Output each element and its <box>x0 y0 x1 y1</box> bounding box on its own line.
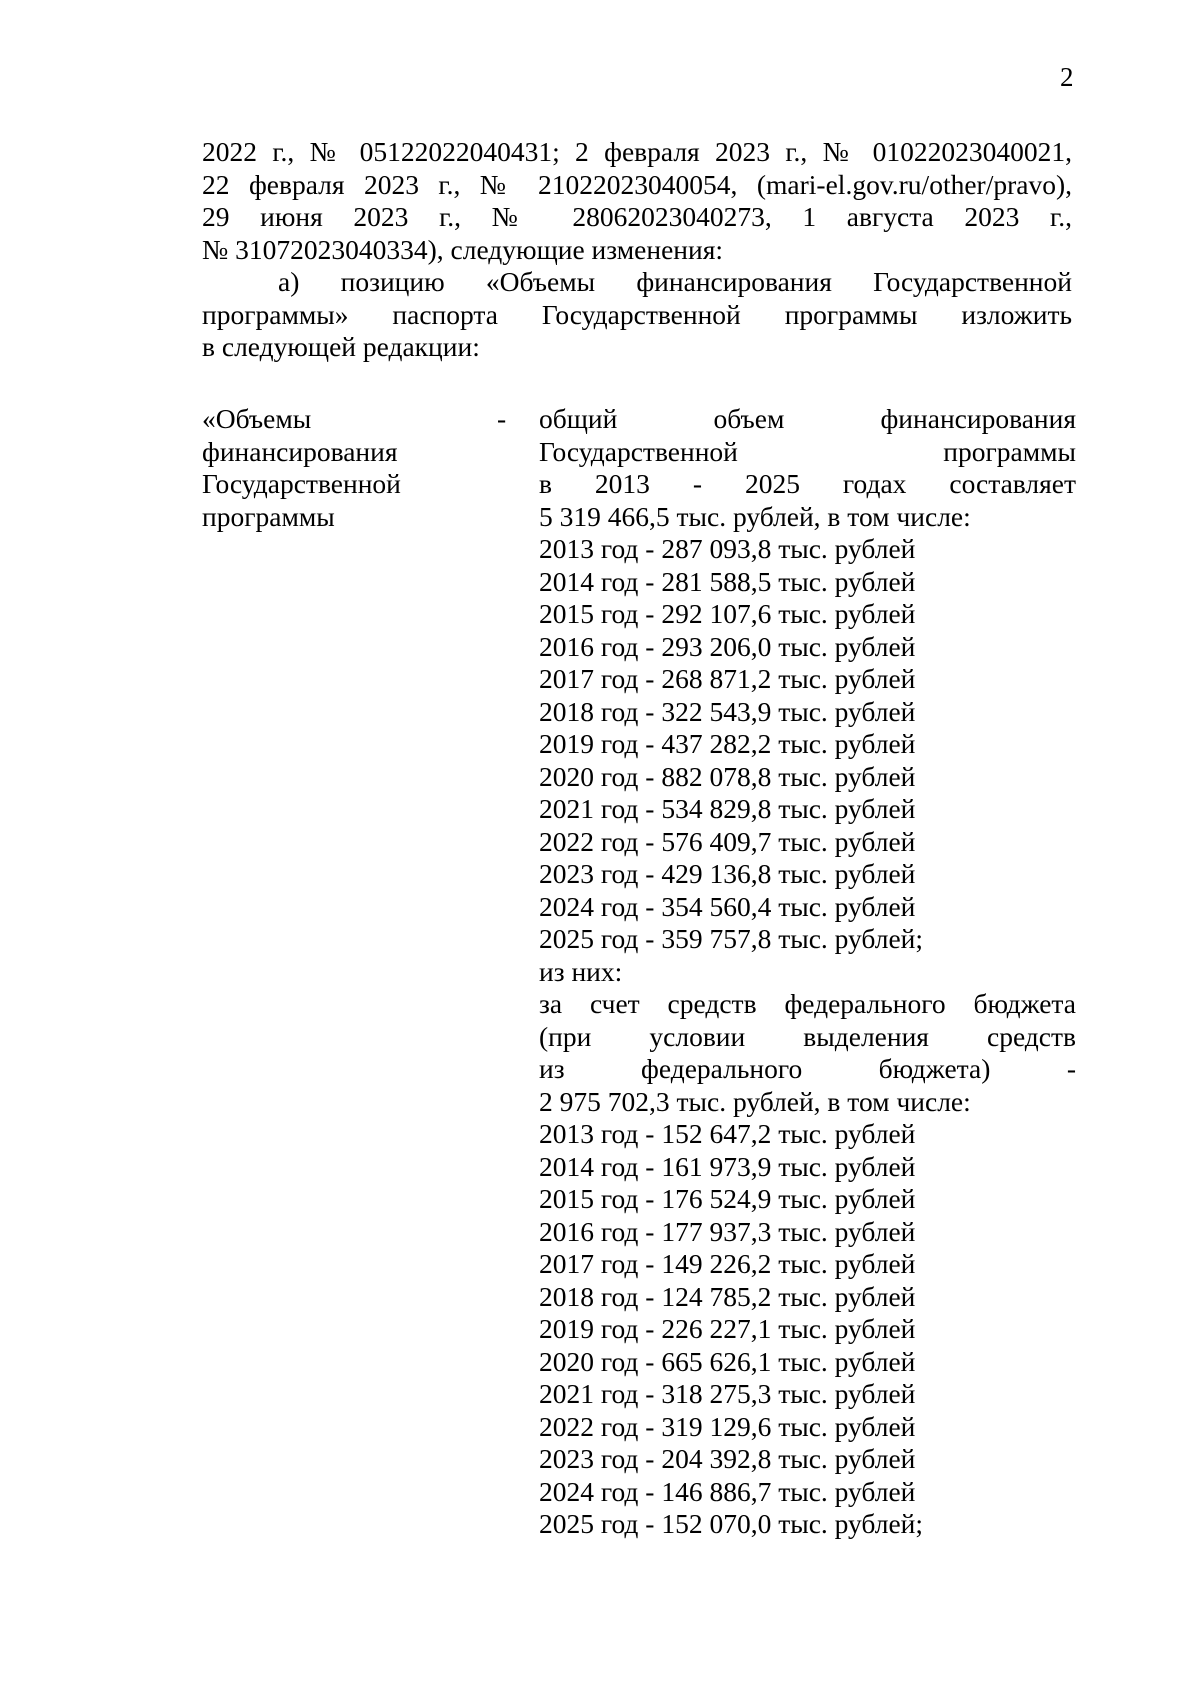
total-year-line: 2018 год - 322 543,9 тыс. рублей <box>539 695 916 727</box>
federal-year-line: 2022 год - 319 129,6 тыс. рублей <box>539 1410 916 1442</box>
federal-year-line: 2023 год - 204 392,8 тыс. рублей <box>539 1443 916 1474</box>
total-intro-line: общий объем финансирования <box>539 403 1076 434</box>
federal-year-line: 2020 год - 665 626,1 тыс. рублей <box>539 1345 916 1377</box>
position-title-line: Государственной <box>202 468 401 499</box>
position-content <box>539 403 1076 1541</box>
position-title-line: «Объемы <box>202 403 312 434</box>
position-title-line: программы <box>202 500 335 532</box>
federal-year-line: 2014 год - 161 973,9 тыс. рублей <box>539 1150 916 1182</box>
position-dash: - <box>497 403 507 434</box>
of-them-label: из них: <box>539 955 623 987</box>
item-a-line: а) позицию «Объемы финансирования Государственной <box>278 266 1072 297</box>
total-year-line: 2017 год - 268 871,2 тыс. рублей <box>539 663 916 694</box>
federal-year-line: 2025 год - 152 070,0 тыс. рублей; <box>539 1508 924 1539</box>
total-intro-line: в 2013 - 2025 годах составляет <box>539 468 1076 499</box>
intro-line: 2022 г., № 05122022040431; 2 февраля 2023 г., № 01022023040021, <box>202 136 1072 167</box>
federal-year-line: 2019 год - 226 227,1 тыс. рублей <box>539 1313 916 1344</box>
total-year-line: 2015 год - 292 107,6 тыс. рублей <box>539 598 916 629</box>
total-year-line: 2025 год - 359 757,8 тыс. рублей; <box>539 923 924 954</box>
federal-intro-line: за счет средств федерального бюджета <box>539 988 1076 1019</box>
federal-year-line: 2013 год - 152 647,2 тыс. рублей <box>539 1118 916 1149</box>
federal-year-line: 2021 год - 318 275,3 тыс. рублей <box>539 1378 916 1409</box>
page-number: 2 <box>1060 62 1074 92</box>
total-year-line: 2023 год - 429 136,8 тыс. рублей <box>539 858 916 889</box>
intro-line: 29 июня 2023 г., № 28062023040273, 1 августа 2023 г., <box>202 201 1072 232</box>
total-year-line: 2021 год - 534 829,8 тыс. рублей <box>539 793 916 824</box>
total-intro-line: 5 319 466,5 тыс. рублей, в том числе: <box>539 500 971 532</box>
total-year-line: 2013 год - 287 093,8 тыс. рублей <box>539 533 916 564</box>
position-title <box>202 403 512 533</box>
total-year-line: 2024 год - 354 560,4 тыс. рублей <box>539 890 916 922</box>
intro-line: 22 февраля 2023 г., № 21022023040054, (mari-el.gov.ru/other/pravo), <box>202 168 1072 200</box>
federal-year-line: 2017 год - 149 226,2 тыс. рублей <box>539 1248 916 1279</box>
item-a-line: в следующей редакции: <box>202 331 480 362</box>
federal-year-line: 2018 год - 124 785,2 тыс. рублей <box>539 1280 916 1312</box>
total-year-line: 2020 год - 882 078,8 тыс. рублей <box>539 760 916 792</box>
total-year-line: 2014 год - 281 588,5 тыс. рублей <box>539 565 916 597</box>
intro-line: № 31072023040334), следующие изменения: <box>202 233 723 265</box>
total-year-line: 2019 год - 437 282,2 тыс. рублей <box>539 728 916 759</box>
federal-intro-line: 2 975 702,3 тыс. рублей, в том числе: <box>539 1085 971 1117</box>
total-intro-line: Государственной программы <box>539 435 1076 467</box>
total-year-line: 2016 год - 293 206,0 тыс. рублей <box>539 630 916 662</box>
federal-intro-line: (при условии выделения средств <box>539 1020 1076 1052</box>
intro-paragraph <box>202 136 1072 364</box>
federal-year-line: 2015 год - 176 524,9 тыс. рублей <box>539 1183 916 1214</box>
federal-year-line: 2024 год - 146 886,7 тыс. рублей <box>539 1475 916 1507</box>
federal-year-line: 2016 год - 177 937,3 тыс. рублей <box>539 1215 916 1247</box>
total-year-line: 2022 год - 576 409,7 тыс. рублей <box>539 825 916 857</box>
position-title-line: финансирования <box>202 435 398 467</box>
item-a-line: программы» паспорта Государственной программы изложить <box>202 298 1072 330</box>
federal-intro-line: из федерального бюджета) - <box>539 1053 1076 1084</box>
